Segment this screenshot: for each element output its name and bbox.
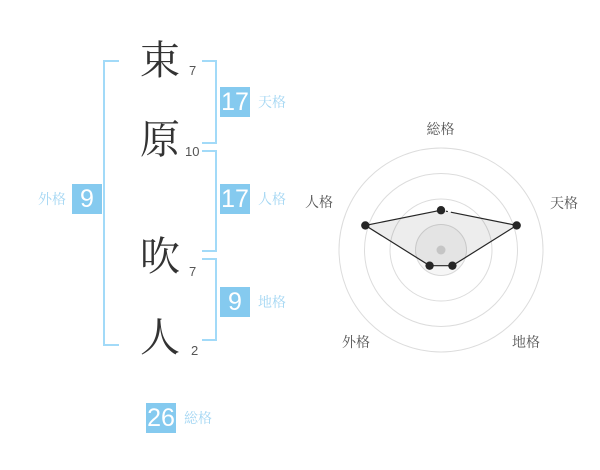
radar-center-dot: [437, 246, 446, 255]
stroke-count-4: 2: [191, 343, 199, 358]
radar-plot: [361, 206, 521, 270]
radar-axis-gaikaku: 外格: [342, 334, 370, 350]
jinkaku-bracket: [202, 150, 217, 252]
radar-axis-soukaku: 総格: [426, 121, 455, 137]
soukaku-value-badge: 26: [147, 404, 175, 432]
radar-axis-tenkaku: 天格: [550, 195, 578, 211]
chikaku-label: 地格: [258, 294, 286, 310]
radar-chart: [300, 115, 585, 360]
radar-axis-chikaku: 地格: [512, 334, 540, 350]
stroke-count-2: 10: [185, 144, 200, 159]
tenkaku-value-badge: 17: [221, 88, 249, 116]
chikaku-bracket: [202, 258, 217, 341]
jinkaku-row: [220, 184, 286, 214]
tenkaku-row: [220, 87, 286, 117]
radar-data-point: [512, 221, 520, 229]
name-char-3: 吹: [140, 235, 180, 279]
chikaku-row: [220, 287, 286, 317]
soukaku-label: 総格: [184, 410, 212, 426]
chikaku-value-badge: 9: [220, 287, 250, 317]
radar-data-point: [425, 261, 433, 269]
tenkaku-bracket: [202, 60, 217, 144]
radar-data-point: [361, 221, 369, 229]
gaikaku-label: 外格: [38, 191, 66, 207]
gaikaku-value-badge: 9: [72, 184, 102, 214]
name-char-2: 原: [140, 118, 180, 162]
radar-data-point: [448, 261, 456, 269]
gaikaku-bracket: [103, 60, 119, 346]
name-char-1: 束: [140, 39, 180, 83]
stroke-count-1: 7: [189, 63, 197, 78]
jinkaku-label: 人格: [258, 191, 286, 207]
radar-data-point: [437, 206, 445, 214]
radar-area: [365, 210, 516, 265]
radar-axis-jinkaku: 人格: [305, 194, 333, 210]
soukaku-row: [146, 403, 212, 433]
gaikaku-row: [38, 184, 102, 214]
tenkaku-label: 天格: [258, 94, 286, 110]
stroke-count-3: 7: [189, 264, 197, 279]
jinkaku-value-badge: 17: [221, 185, 249, 213]
name-char-4: 人: [140, 316, 180, 360]
